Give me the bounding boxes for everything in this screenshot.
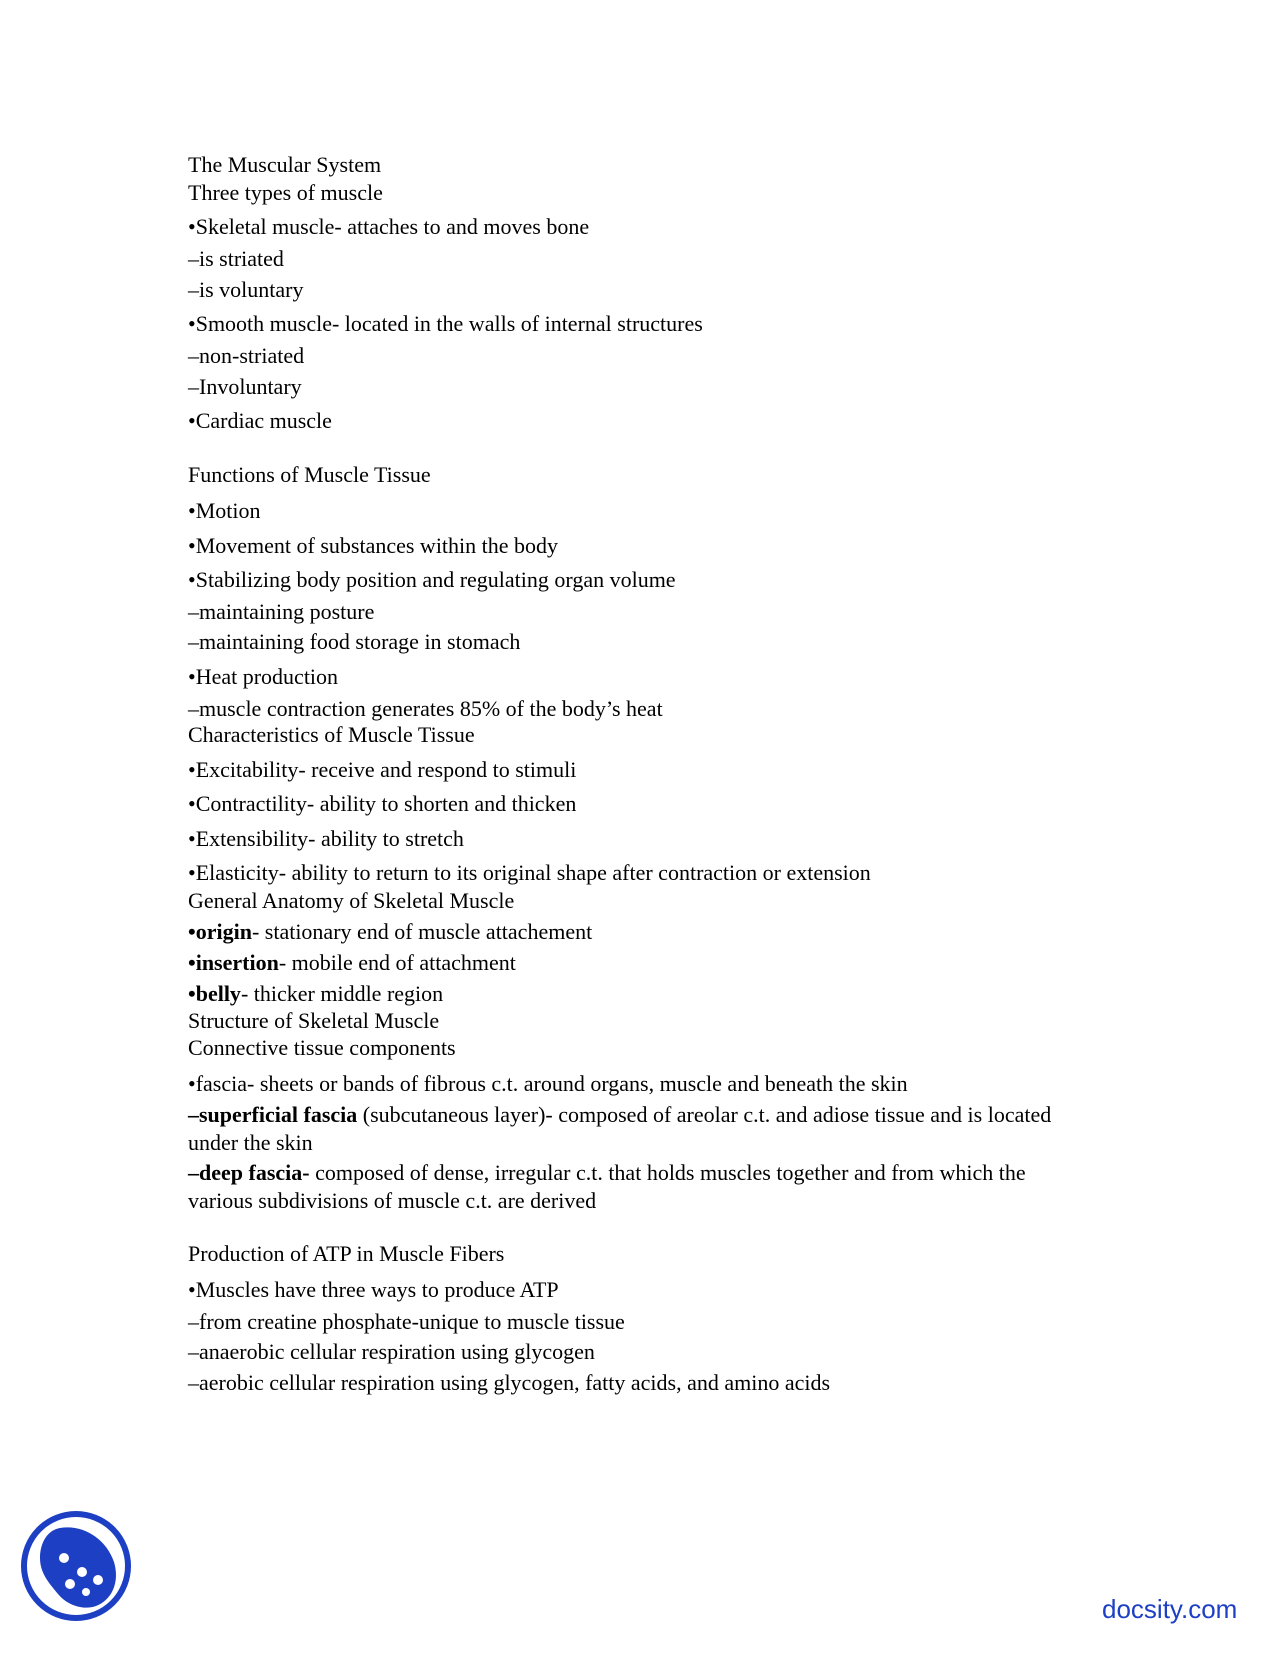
bullet-item: •Cardiac muscle [188,408,332,433]
section-heading: Three types of muscle [188,180,383,205]
bullet-item: •fascia- sheets or bands of fibrous c.t. around organs, muscle and beneath the skin [188,1071,908,1096]
definition-item [188,1101,1088,1157]
dash-item: –maintaining food storage in stomach [188,629,521,654]
definition-item [188,1159,1088,1215]
definition: (subcutaneous layer)- composed of areolar c.t. and adiose tissue and is located under the skin [188,1102,1052,1155]
dash-item: –aerobic cellular respiration using glycogen, fatty acids, and amino acids [188,1370,831,1395]
bullet-item: •Contractility- ability to shorten and thicken [188,791,577,816]
dash-item: –muscle contraction generates 85% of the body’s heat [188,696,663,721]
dash-item: –anaerobic cellular respiration using glycogen [188,1339,595,1364]
bullet-item: •Heat production [188,664,339,689]
dash-item: –maintaining posture [188,599,375,624]
term: •belly [188,981,241,1006]
section-heading: Structure of Skeletal Muscle [188,1008,440,1033]
section-heading: Characteristics of Muscle Tissue [188,722,475,747]
definition-item [188,950,516,976]
dash-item: –non-striated [188,343,305,368]
term: •insertion [188,950,279,975]
document-title: The Muscular System [188,152,382,177]
dash-item: –Involuntary [188,374,302,399]
term: –superficial fascia [188,1102,358,1127]
section-heading: Production of ATP in Muscle Fibers [188,1241,505,1266]
section-heading: Functions of Muscle Tissue [188,462,431,487]
definition: - mobile end of attachment [278,950,516,975]
definition: - thicker middle region [240,981,444,1006]
term: •origin [188,919,252,944]
docsity-logo-icon[interactable] [20,1510,132,1622]
bullet-item: •Muscles have three ways to produce ATP [188,1277,559,1302]
dash-item: –is striated [188,246,284,271]
bullet-item: •Movement of substances within the body [188,533,559,558]
definition-item [188,981,443,1007]
bullet-item: •Smooth muscle- located in the walls of internal structures [188,311,703,336]
definition: composed of dense, irregular c.t. that holds muscles together and from which the various subdivisions of muscle c.t. are derived [188,1160,1026,1213]
bullet-item: •Stabilizing body position and regulating organ volume [188,567,676,592]
bullet-item: •Excitability- receive and respond to stimuli [188,757,577,782]
definition-item [188,919,592,945]
section-heading: General Anatomy of Skeletal Muscle [188,888,515,913]
subheading: Connective tissue components [188,1035,456,1060]
bullet-item: •Elasticity- ability to return to its original shape after contraction or extension [188,860,871,885]
term: –deep fascia- [188,1160,310,1185]
bullet-item: •Motion [188,498,261,523]
docsity-brand-link[interactable]: docsity.com [1102,1594,1238,1624]
bullet-item: •Extensibility- ability to stretch [188,826,464,851]
dash-item: –is voluntary [188,277,304,302]
dash-item: –from creatine phosphate-unique to muscle tissue [188,1309,625,1334]
bullet-item: •Skeletal muscle- attaches to and moves bone [188,214,590,239]
definition: - stationary end of muscle attachement [251,919,593,944]
